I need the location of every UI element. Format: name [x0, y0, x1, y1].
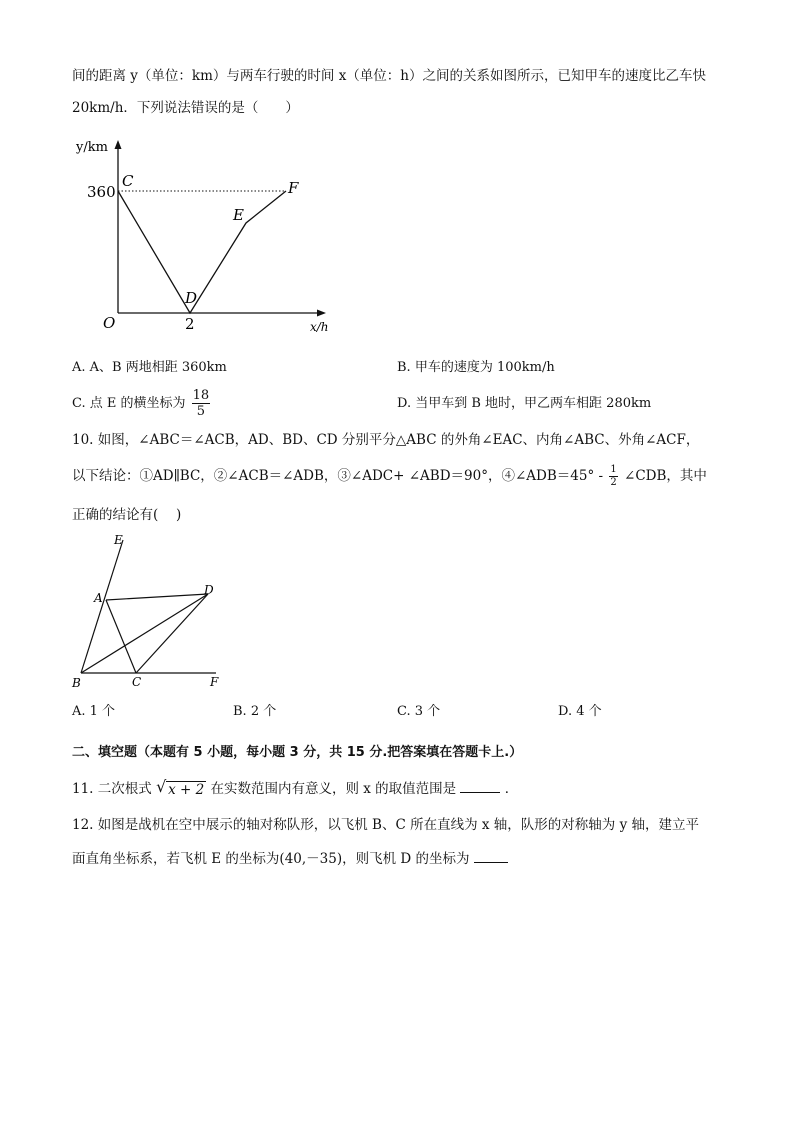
- q10-triangle-figure: [66, 532, 236, 692]
- q9-point-f-label: F: [288, 179, 299, 197]
- q9-option-c-numerator: 18: [192, 388, 210, 403]
- q10-option-c: C. 3 个: [397, 704, 441, 719]
- q10-line-ac: [106, 600, 136, 673]
- q10-option-d: D. 4 个: [558, 704, 602, 719]
- q10-label-e: E: [114, 533, 123, 547]
- q9-option-c: [72, 384, 212, 424]
- q10-text-line-2: [72, 458, 707, 494]
- q9-graph-polyline: [118, 191, 286, 313]
- q11-middle: 在实数范围内有意义，则 x 的取值范围是: [210, 781, 457, 797]
- q10-line-bd: [81, 594, 208, 673]
- q12-text-line-1: 12. 如图是战机在空中展示的轴对称队形，以飞机 B、C 所在直线为 x 轴，队形的对称轴为 y 轴，建立平: [72, 817, 699, 833]
- q9-option-d: D. 当甲车到 B 地时，甲乙两车相距 280km: [397, 396, 652, 411]
- q9-option-c-text: C. 点 E 的横坐标为: [72, 396, 186, 411]
- q10-label-a: A: [94, 591, 103, 605]
- q11-suffix: ．: [504, 781, 519, 797]
- q9-point-e-label: E: [233, 206, 244, 224]
- q9-text-line-1: 间的距离 y（单位：km）与两车行驶的时间 x（单位：h）之间的关系如图所示，已知甲车的速度比乙车快: [72, 68, 706, 84]
- q11-radical-sign: √: [156, 776, 167, 796]
- q10-text-line-2-prefix: 以下结论：①AD∥BC，②∠ACB＝∠ADB，③∠ADC+ ∠ABD＝90°，④∠ADB＝45° -: [72, 468, 604, 484]
- q10-label-d: D: [204, 583, 214, 597]
- q9-option-c-denominator: 5: [196, 404, 206, 419]
- q12-answer-blank[interactable]: [474, 848, 508, 863]
- q9-y-axis-label: y/km: [76, 140, 108, 155]
- q10-text-line-2-suffix: ∠CDB，其中: [624, 468, 707, 484]
- q10-fraction-numerator: 1: [610, 464, 617, 475]
- q9-option-b: B. 甲车的速度为 100km/h: [397, 360, 555, 375]
- q10-line-ad: [106, 594, 208, 600]
- q9-x-axis-arrow: [317, 310, 326, 317]
- q10-text-line-1: 10. 如图，∠ABC＝∠ACB，AD、BD、CD 分别平分△ABC 的外角∠EAC、内角∠ABC、外角∠ACF，: [72, 432, 700, 448]
- q10-fraction-half: [609, 465, 617, 488]
- q10-option-b: B. 2 个: [233, 704, 277, 719]
- q9-text-line-2: 20km/h．下列说法错误的是（ ）: [72, 100, 299, 116]
- q11-radicand: x + 2: [168, 781, 205, 798]
- q9-y-tick-label: 360: [87, 183, 116, 201]
- q9-x-tick-label: 2: [185, 315, 195, 333]
- q11-answer-blank[interactable]: [460, 778, 500, 793]
- q9-point-d-label: D: [185, 289, 198, 307]
- q11-prefix: 11. 二次根式: [72, 781, 152, 797]
- q12-text-line-2-body: 面直角坐标系，若飞机 E 的坐标为(40,－35)，则飞机 D 的坐标为: [72, 851, 470, 867]
- q10-line-be: [81, 540, 123, 673]
- q10-text-line-3: 正确的结论有( ): [72, 507, 182, 523]
- q9-origin-label: O: [103, 314, 116, 332]
- q9-x-axis-label: x/h: [310, 320, 329, 334]
- q9-y-axis-arrow: [115, 140, 122, 149]
- q10-fraction-denominator: 2: [610, 477, 617, 488]
- q9-distance-time-graph: [70, 135, 350, 345]
- section-2-heading: 二、填空题（本题有 5 小题，每小题 3 分，共 15 分.把答案填在答题卡上.）: [72, 745, 523, 760]
- q9-point-c-label: C: [122, 172, 134, 190]
- q10-label-f: F: [210, 675, 219, 689]
- q10-line-cd: [136, 594, 208, 673]
- q9-option-c-fraction: [192, 389, 211, 418]
- q9-option-a: A. A、B 两地相距 360km: [72, 360, 227, 375]
- q11-text: [72, 778, 518, 800]
- q10-label-b: B: [72, 676, 81, 690]
- q10-label-c: C: [132, 675, 142, 689]
- q12-text-line-2: [72, 848, 508, 869]
- q11-radical-expression: [156, 776, 206, 800]
- q10-option-a: A. 1 个: [72, 704, 116, 719]
